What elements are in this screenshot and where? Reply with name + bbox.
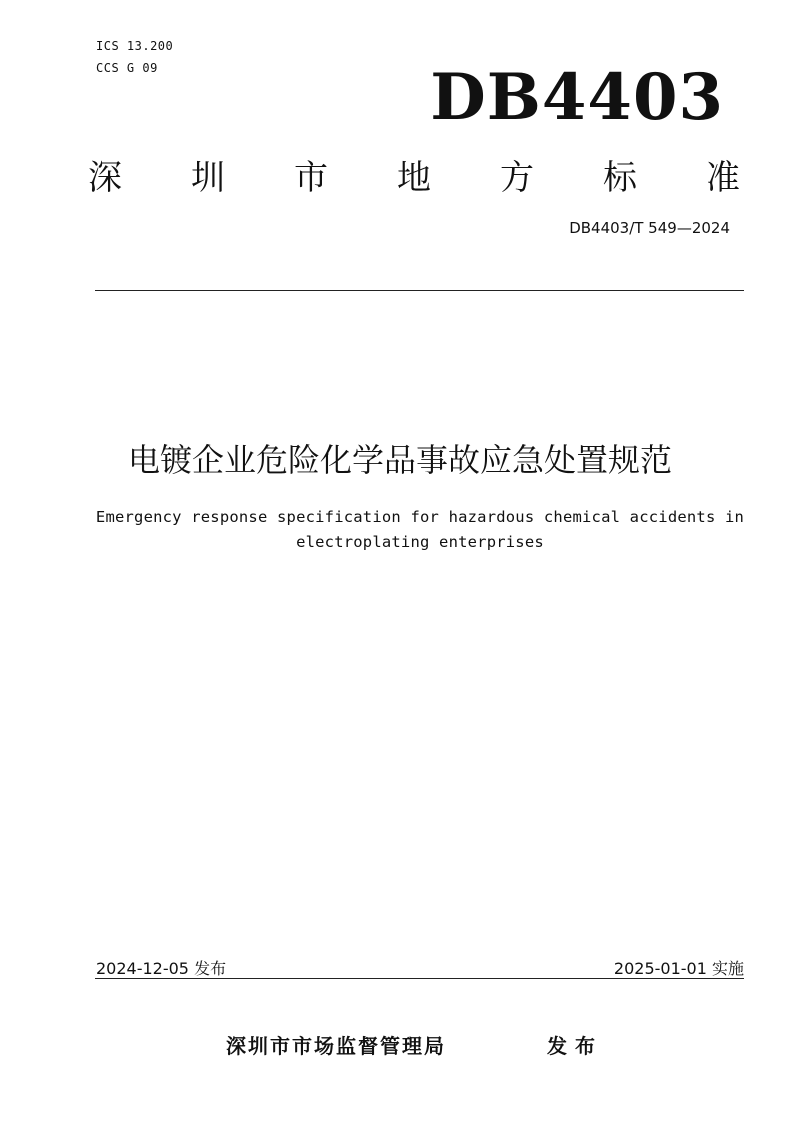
document-title-zh: 电镀企业危险化学品事故应急处置规范 [127,441,672,479]
bottom-divider [95,978,744,979]
issue-date: 2024-12-05 发布 [96,959,227,978]
standard-type-char: 标 [603,157,637,198]
standard-type-char: 方 [500,157,534,198]
implementation-date: 2025-01-01 实施 [613,959,744,978]
issue-verb: 发布 [547,1034,603,1058]
issuing-authority: 深圳市市场监督管理局 [226,1034,446,1058]
standard-code-logo: DB4403 [430,60,724,135]
ccs-code: CCS G 09 [96,61,158,75]
standard-type-char: 深 [88,157,122,198]
standard-number: DB4403/T 549—2024 [569,219,730,237]
standard-type-char: 圳 [191,157,225,198]
standard-type-char: 地 [397,157,431,198]
standard-type [88,152,740,196]
document-title-en [80,505,760,555]
title-en-line1: Emergency response specification for hazardous chemical accidents in [95,508,745,526]
standard-type-char: 准 [706,157,740,198]
top-divider [95,290,744,291]
ics-code: ICS 13.200 [96,39,174,53]
standard-type-char: 市 [294,157,328,198]
title-en-line2: electroplating enterprises [296,533,544,551]
